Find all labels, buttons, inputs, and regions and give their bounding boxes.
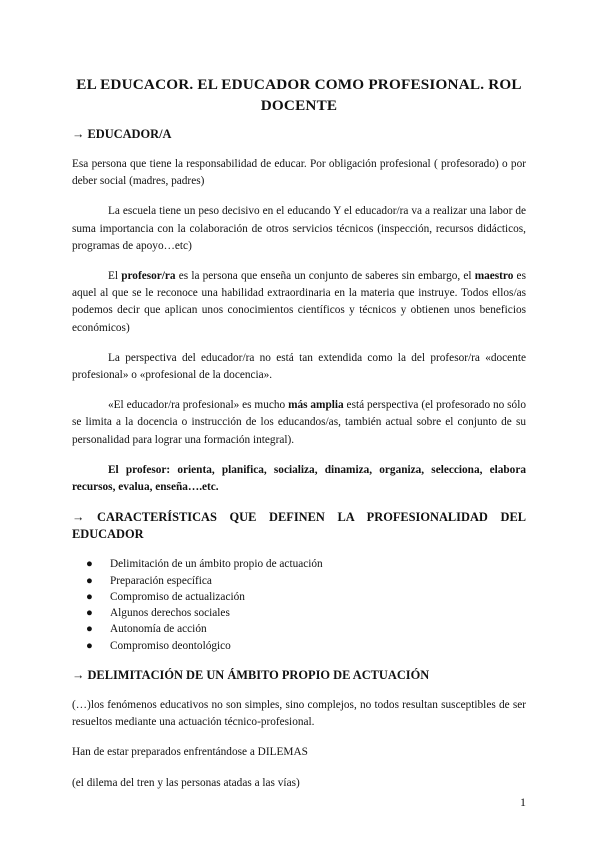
list-item <box>86 621 526 637</box>
term-mas-amplia: más amplia <box>288 399 344 412</box>
text-segment: El <box>108 270 122 283</box>
text-segment: es aquel al que se le reconoce una habilidad extraordinaria en la materia que instruye. Todos ellos/as podemos decir que aplican unos conocimientos científicos y técnicos y obtienen unos beneficios económicos) <box>72 270 526 334</box>
bullet-icon: ● <box>86 574 93 587</box>
paragraph-fenomenos: (…)los fenómenos educativos no son simples, sino complejos, no todos resultan susceptibles de ser resueltos mediante una actuación técnico-profesional. <box>72 699 526 729</box>
bullet-icon: ● <box>86 639 93 652</box>
section-heading-delimitacion: → DELIMITACIÓN DE UN ÁMBITO PROPIO DE ACTUACIÓN <box>72 668 430 683</box>
paragraph-perspectiva: La perspectiva del educador/ra no está tan extendida como la del profesor/ra «docente profesional» o «profesional de la docencia». <box>72 351 526 382</box>
paragraph-dilema-tren: (el dilema del tren y las personas atadas a las vías) <box>72 776 300 789</box>
text-segment: es la persona que enseña un conjunto de saberes sin embargo, el <box>175 270 475 283</box>
paragraph-escuela: La escuela tiene un peso decisivo en el educando Y el educador/ra va a realizar una labor de suma importancia con la colaboración de otros servicios técnicos (inspección, recursos didácticos, programas de apoyo…etc) <box>72 205 526 252</box>
list-item <box>86 605 526 621</box>
paragraph-dilemas: Han de estar preparados enfrentándose a DILEMAS <box>72 746 308 759</box>
list-item-label: Compromiso de actualización <box>110 590 245 603</box>
list-item-label: Preparación específica <box>110 574 212 587</box>
section-heading-caracteristicas: → CARACTERÍSTICAS QUE DEFINEN LA PROFESIONALIDAD DEL EDUCADOR <box>72 510 526 542</box>
list-item-label: Algunos derechos sociales <box>110 607 230 620</box>
document-title: EL EDUCACOR. EL EDUCADOR COMO PROFESIONAL. ROL DOCENTE <box>76 76 522 114</box>
text-segment: está perspectiva (el profesorado no sólo se limita a la docencia o instrucción de los educandos/as, también actual sobre el conjunto de su personalidad para lograr una formación integral). <box>72 399 526 446</box>
term-profesor: profesor/ra <box>121 270 176 283</box>
term-maestro: maestro <box>474 270 514 283</box>
page-number: 1 <box>520 795 526 809</box>
list-item <box>86 556 526 572</box>
list-item <box>86 573 526 589</box>
list-item-label: Compromiso deontológico <box>110 639 231 652</box>
paragraph-profesor-maestro <box>72 268 526 337</box>
text-segment: «El educador/ra profesional» es mucho <box>108 399 289 412</box>
document-page <box>72 74 526 805</box>
paragraph-educador-profesional <box>72 397 526 449</box>
section-heading-educador: → EDUCADOR/A <box>72 127 172 141</box>
bullet-icon: ● <box>86 558 93 571</box>
list-item-label: Autonomía de acción <box>110 623 207 636</box>
paragraph-funciones-profesor: El profesor: orienta, planifica, socializa, dinamiza, organiza, selecciona, elabora recursos, evalua, enseña….etc. <box>72 463 526 494</box>
list-item <box>86 589 526 605</box>
paragraph-definicion-educador: Esa persona que tiene la responsabilidad de educar. Por obligación profesional ( profesorado) o por deber social (madres, padres) <box>72 158 526 188</box>
list-item-label: Delimitación de un ámbito propio de actuación <box>110 558 323 571</box>
bullet-icon: ● <box>86 623 93 636</box>
list-item <box>86 638 526 654</box>
characteristics-list <box>72 556 526 654</box>
bullet-icon: ● <box>86 590 93 603</box>
bullet-icon: ● <box>86 607 93 620</box>
